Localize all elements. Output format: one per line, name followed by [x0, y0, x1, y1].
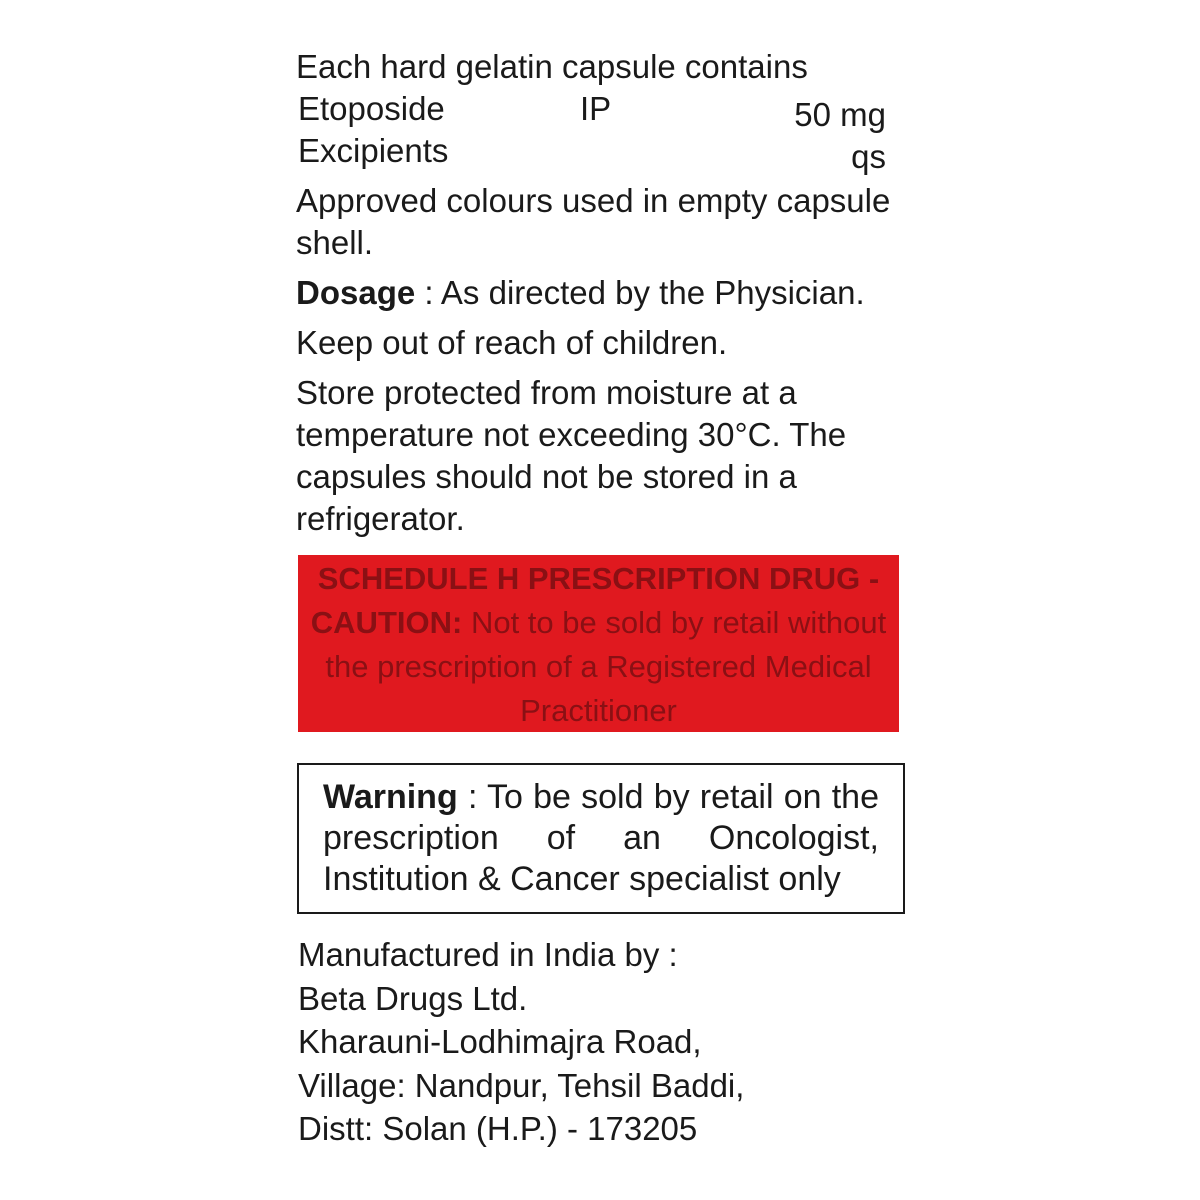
ingredient-name: Etoposide: [298, 90, 445, 127]
warning-text: To be sold by retail on the prescription of an Oncologist, Institution & Cancer specialist only: [323, 778, 879, 898]
schedule-h-box: [298, 555, 899, 732]
caution-text: Not to be sold by retail without the prescription of a Registered Medical Practitioner: [325, 605, 887, 728]
dosage-separator: :: [415, 274, 441, 311]
warning-label: Warning: [323, 778, 458, 816]
colours-note: Approved colours used in empty capsule shell.: [296, 182, 891, 261]
schedule-heading: SCHEDULE H PRESCRIPTION DRUG -: [317, 561, 880, 596]
manufacturer-line: Beta Drugs Ltd.: [298, 979, 528, 1017]
manufacturer-line: Distt: Solan (H.P.) - 173205: [298, 1110, 698, 1147]
ingredient-name: Excipients: [298, 132, 449, 169]
ingredient-grade: IP: [580, 90, 612, 127]
ingredient-quantity: 50 mg: [794, 96, 886, 133]
ingredient-quantity: qs: [851, 138, 886, 175]
manufacturer-line: Village: Nandpur, Tehsil Baddi,: [298, 1066, 745, 1104]
dosage-text: As directed by the Physician.: [440, 274, 865, 311]
manufacturer-address: [298, 933, 744, 1151]
dosage-label: Dosage: [296, 274, 416, 311]
manufacturer-line: Manufactured in India by :: [298, 936, 678, 973]
warning-box: [297, 763, 905, 914]
caution-text-block: [298, 601, 899, 733]
children-note: Keep out of reach of children.: [296, 324, 728, 361]
warning-separator: :: [457, 778, 487, 816]
composition-heading: Each hard gelatin capsule contains: [296, 48, 808, 85]
manufacturer-line: Kharauni-Lodhimajra Road,: [298, 1023, 702, 1060]
composition-row-etoposide: [296, 88, 906, 133]
dosage-line: [296, 272, 906, 314]
storage-note: Store protected from moisture at a temperature not exceeding 30°C. The capsules should not be stored in a refrigerator.: [296, 374, 847, 537]
composition-row-excipients: [296, 130, 906, 175]
label-main: [296, 46, 906, 540]
caution-label: CAUTION:: [310, 605, 463, 640]
